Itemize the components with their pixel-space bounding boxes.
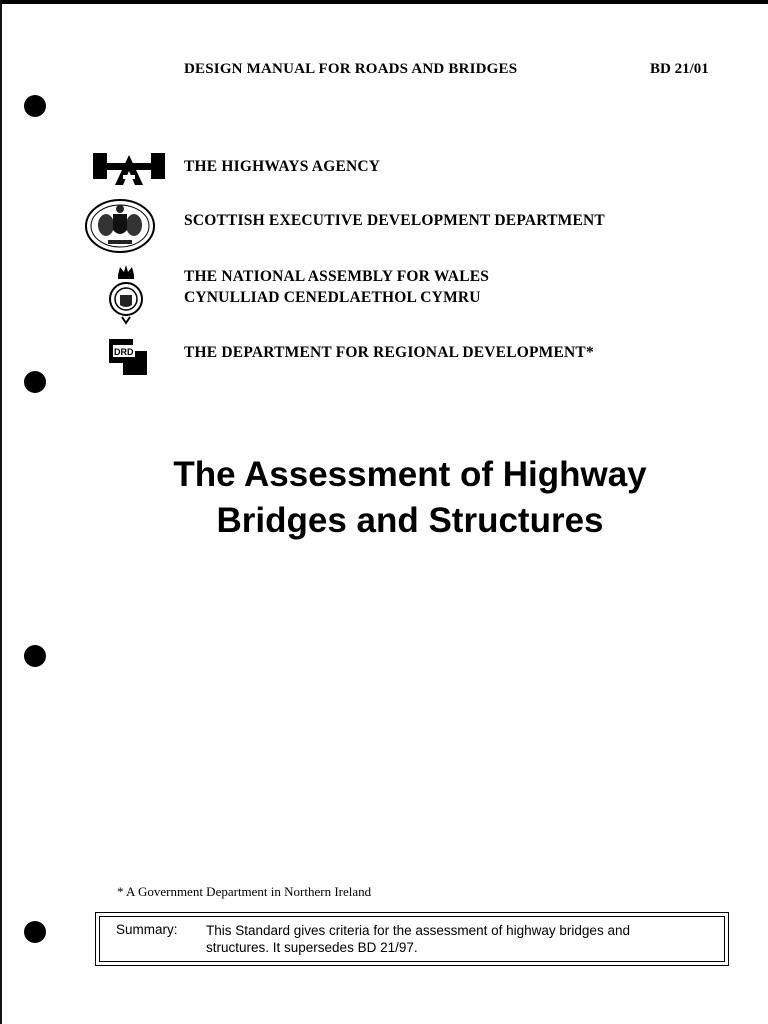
drd-logo-icon	[109, 339, 149, 375]
org-scottish-executive: SCOTTISH EXECUTIVE DEVELOPMENT DEPARTMENT	[184, 212, 605, 229]
punch-hole-1	[24, 95, 46, 117]
document-code: BD 21/01	[650, 61, 709, 77]
highways-agency-logo-icon	[93, 151, 165, 187]
org-department-regional-development: THE DEPARTMENT FOR REGIONAL DEVELOPMENT*	[184, 344, 594, 361]
document-title-line-1: The Assessment of Highway	[173, 455, 647, 494]
document-title-line-2: Bridges and Structures	[216, 501, 604, 540]
org-national-assembly-wales-welsh: CYNULLIAD CENEDLAETHOL CYMRU	[184, 289, 481, 306]
welsh-crest-icon	[106, 263, 146, 325]
summary-label: Summary:	[116, 922, 178, 937]
org-highways-agency: THE HIGHWAYS AGENCY	[184, 158, 381, 175]
royal-crest-icon	[84, 198, 156, 254]
summary-text: This Standard gives criteria for the assessment of highway bridges and structures. It supersedes BD 21/97.	[206, 923, 630, 955]
manual-title: DESIGN MANUAL FOR ROADS AND BRIDGES	[184, 61, 518, 77]
summary-box	[95, 912, 729, 966]
punch-hole-3	[24, 645, 46, 667]
svg-text:DRD: DRD	[114, 347, 134, 357]
footnote: * A Government Department in Northern Ireland	[117, 884, 372, 899]
org-national-assembly-wales: THE NATIONAL ASSEMBLY FOR WALES	[184, 268, 490, 285]
punch-hole-2	[24, 371, 46, 393]
document-title	[0, 452, 768, 544]
punch-hole-4	[24, 921, 46, 943]
page-top-edge	[0, 0, 768, 4]
